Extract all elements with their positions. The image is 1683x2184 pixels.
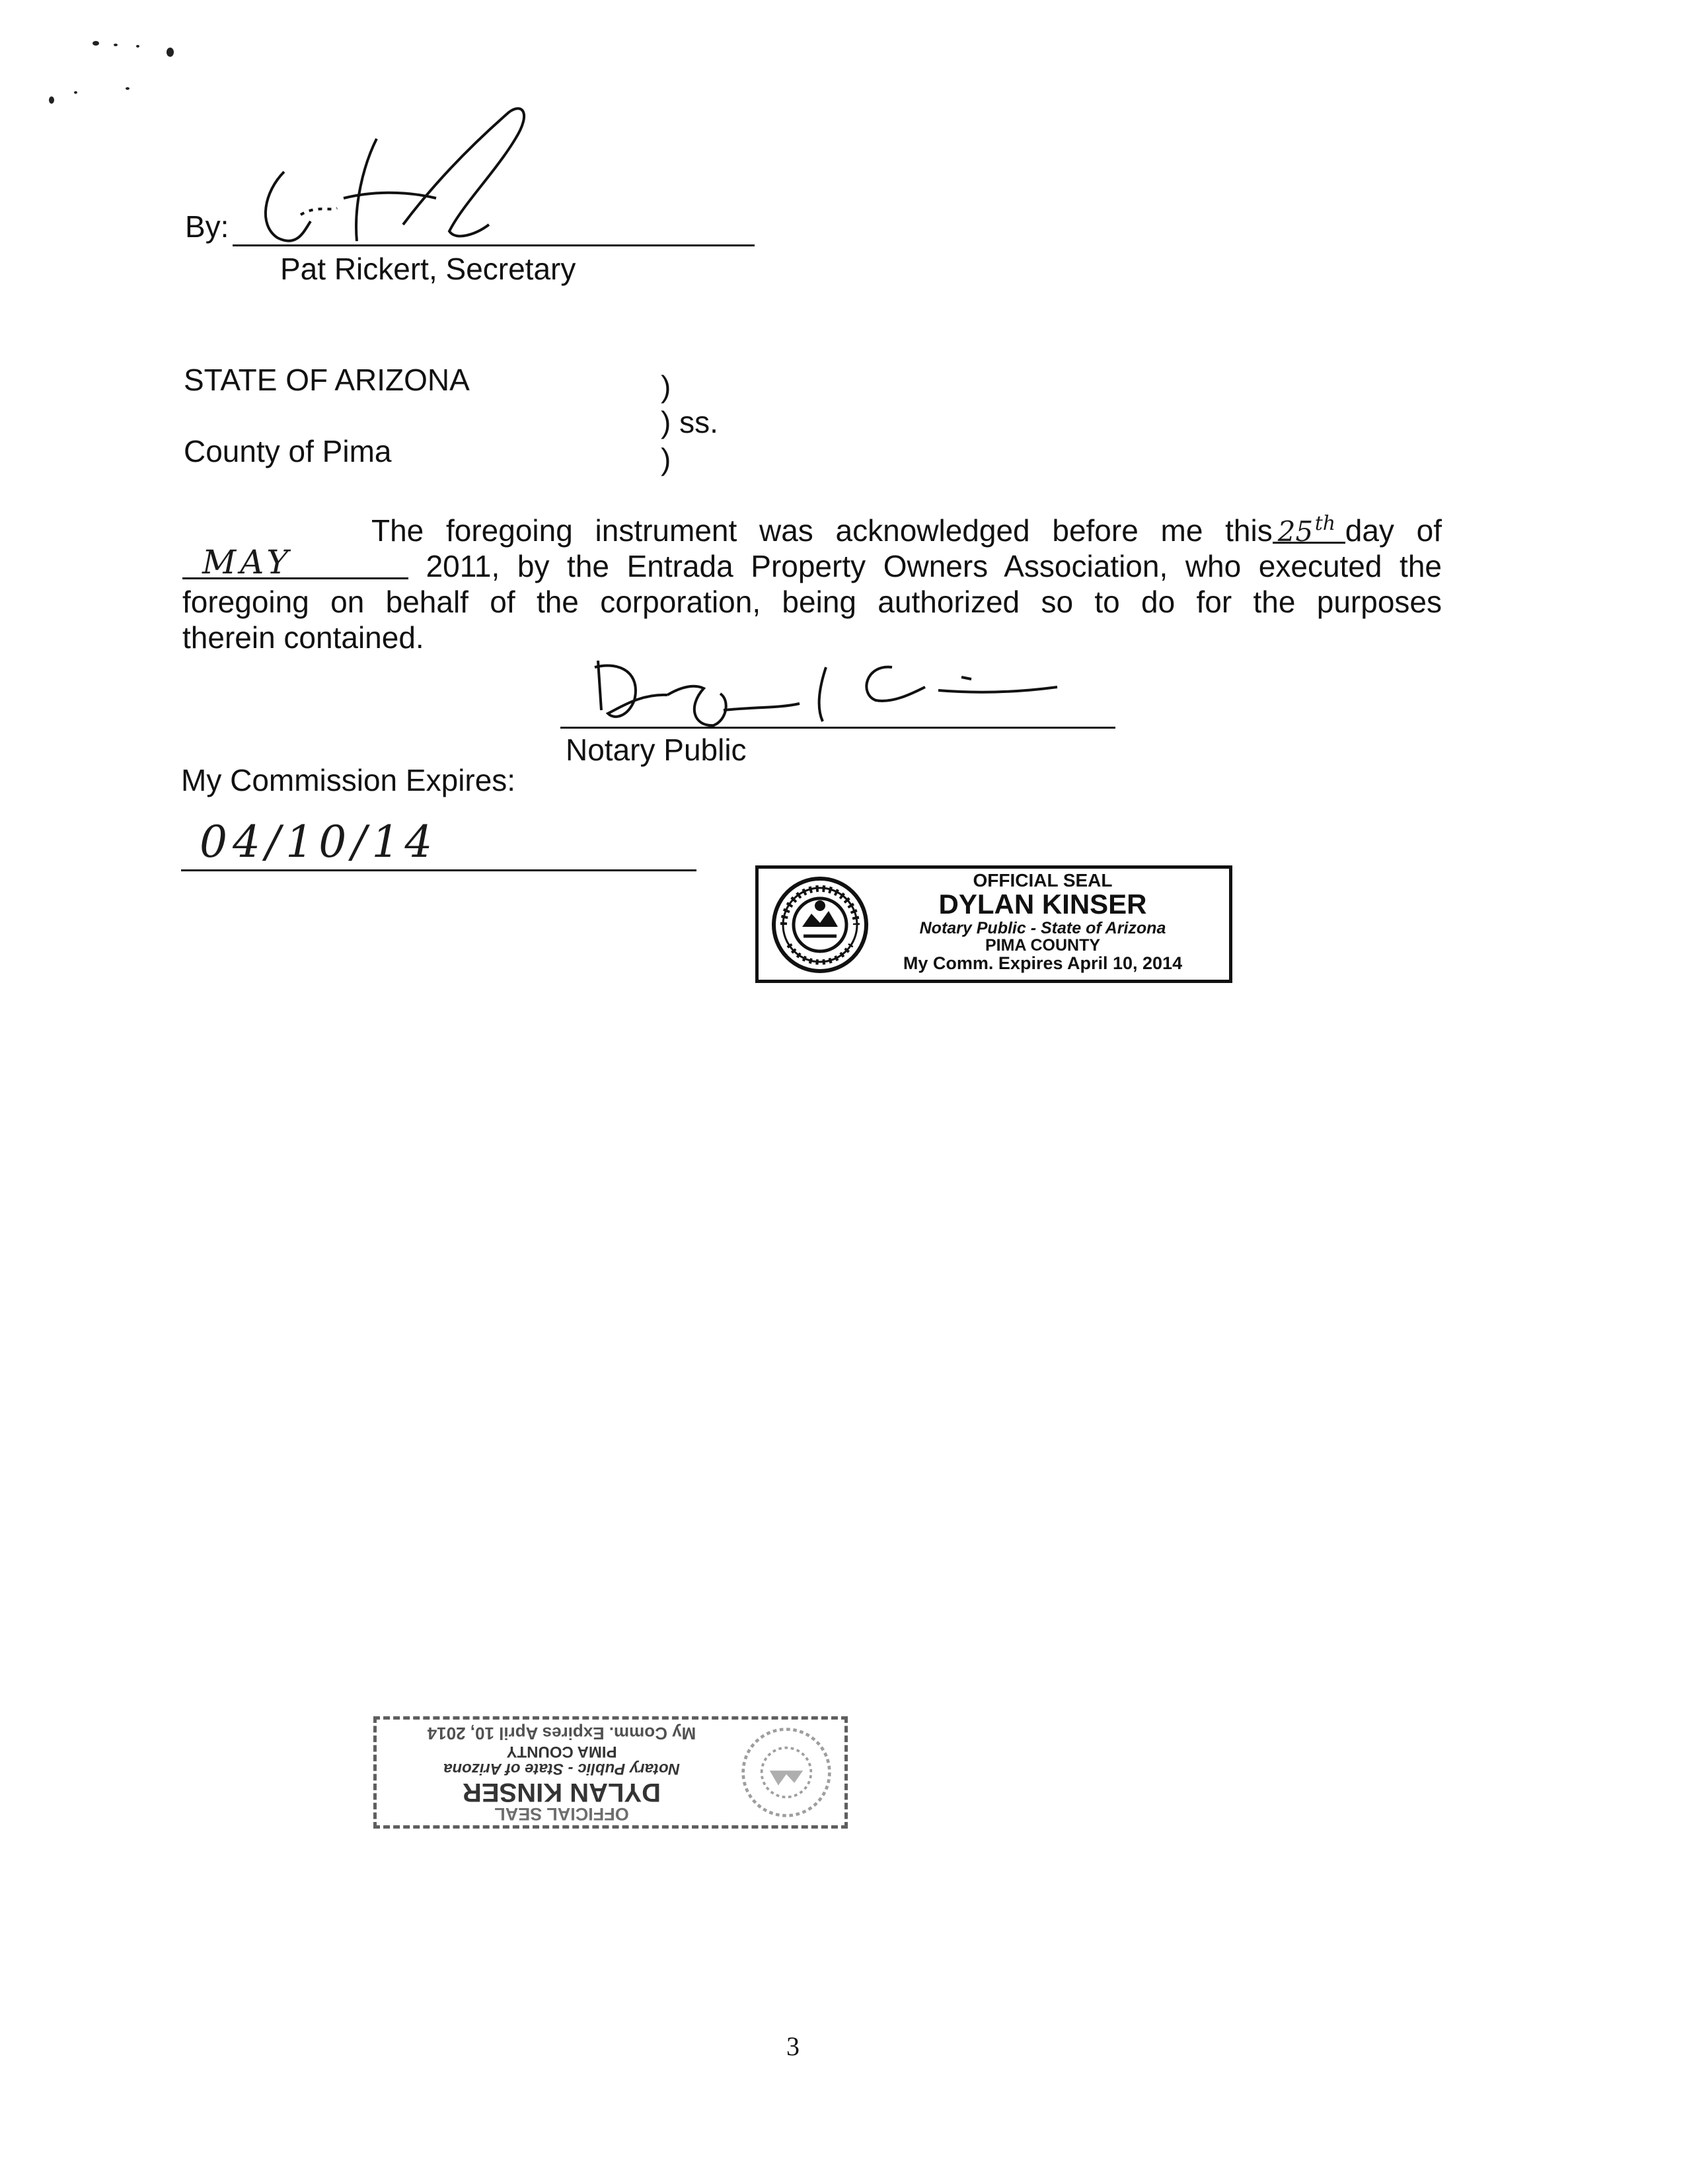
- arizona-state-seal-icon: [770, 875, 870, 974]
- venue-ss: ) ss.: [661, 405, 718, 439]
- commission-date-handwritten: 04/10/14: [200, 817, 438, 867]
- month-handwritten: MAY: [202, 543, 293, 581]
- acknowledgment-paragraph: [182, 513, 1442, 655]
- by-label: By:: [185, 209, 229, 244]
- ack-line-1-end: day of: [1345, 513, 1442, 548]
- notary-public-label: Notary Public: [566, 733, 747, 767]
- commission-date-line: [181, 869, 696, 871]
- mirrored-seal-heading: OFFICIAL SEAL: [494, 1804, 629, 1824]
- ack-line-1-start: The foregoing instrument was acknowledged before me this: [371, 513, 1273, 548]
- scan-speck: [167, 48, 174, 57]
- day-suffix-handwritten: th: [1314, 512, 1336, 535]
- ack-line-4: therein contained.: [182, 620, 424, 655]
- seal-title: Notary Public - State of Arizona: [919, 919, 1166, 937]
- seal-heading: OFFICIAL SEAL: [973, 870, 1113, 891]
- commission-expires-label: My Commission Expires:: [181, 763, 516, 797]
- seal-expiry: My Comm. Expires April 10, 2014: [903, 953, 1183, 973]
- ack-line-2-text: 2011, by the Entrada Property Owners Association, who executed the: [426, 549, 1442, 583]
- page-number: 3: [786, 2031, 800, 2061]
- seal-name: DYLAN KINSER: [938, 889, 1147, 920]
- month-blank: [182, 543, 408, 581]
- scan-speck: [136, 45, 139, 48]
- scan-speck: [126, 87, 130, 90]
- secretary-signature: [238, 99, 608, 258]
- day-blank: [1273, 512, 1345, 548]
- seal-county: PIMA COUNTY: [985, 936, 1101, 955]
- scan-speck: [49, 96, 54, 104]
- mirrored-seal-impression: [373, 1716, 848, 1829]
- notary-signature: [581, 647, 1070, 746]
- official-seal-stamp: [755, 865, 1232, 983]
- day-handwritten: 25: [1277, 515, 1314, 548]
- state-line: STATE OF ARIZONA: [184, 363, 470, 397]
- ack-line-1: [182, 513, 1442, 548]
- scan-speck: [114, 44, 118, 46]
- scan-speck: [74, 91, 77, 94]
- county-line: County of Pima: [184, 434, 392, 468]
- ack-line-2: [182, 543, 1442, 584]
- scan-speck: [93, 41, 99, 46]
- mirrored-seal-title: Notary Public - State of Arizona: [443, 1760, 680, 1778]
- mirrored-seal-expiry: My Comm. Expires April 10, 2014: [427, 1724, 696, 1743]
- signer-name-title: Pat Rickert, Secretary: [280, 252, 576, 286]
- notary-signature-line: [560, 727, 1115, 729]
- venue-paren: ): [661, 369, 671, 404]
- arizona-state-seal-icon: [740, 1726, 833, 1819]
- ack-line-3: foregoing on behalf of the corporation, being authorized so to do for the purposes: [182, 585, 1442, 619]
- venue-paren: ): [661, 442, 671, 476]
- mirrored-seal-name: DYLAN KINSER: [462, 1778, 661, 1807]
- mirrored-seal-county: PIMA COUNTY: [506, 1743, 617, 1761]
